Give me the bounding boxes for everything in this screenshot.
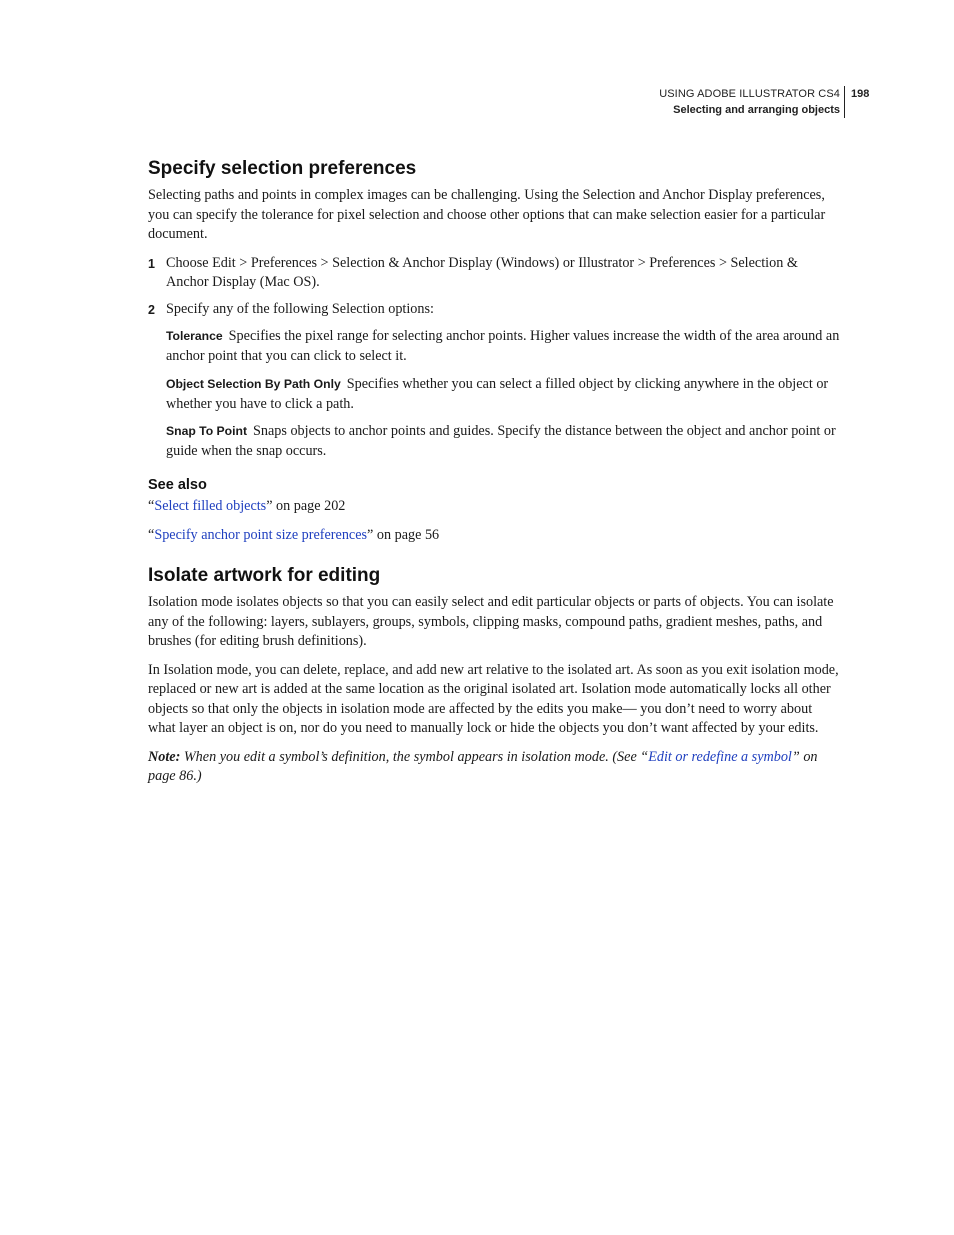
- option-term: Tolerance: [166, 329, 223, 343]
- running-header: [659, 86, 840, 118]
- link-specify-anchor-point-size-preferences[interactable]: Specify anchor point size preferences: [154, 526, 368, 543]
- option-description: Specifies whether you can select a filled object by clicking anywhere in the object or whether you have to click a path.: [166, 376, 829, 412]
- option-snap-to-point: [166, 422, 840, 461]
- section-heading-selection-preferences: Specify selection preferences: [148, 158, 417, 179]
- page-number: 198: [851, 88, 870, 100]
- link-edit-or-redefine-a-symbol[interactable]: Edit or redefine a symbol: [648, 748, 792, 765]
- option-description: Snaps objects to anchor points and guides. Specify the distance between the object and anchor point or guide when the snap occurs.: [166, 423, 836, 459]
- see-also-item: “Select filled objects” on page 202: [148, 498, 346, 514]
- link-select-filled-objects[interactable]: Select filled objects: [154, 498, 267, 514]
- see-also-item: “Specify anchor point size preferences” on page 56: [148, 526, 440, 543]
- step-number: 2: [148, 302, 155, 317]
- isolation-paragraph-2: In Isolation mode, you can delete, replace, and add new art relative to the isolated art. As soon as you exit isolation mode, replaced or new art is added at the same location as the original isolated art. Isolation mode automatically locks all other objects so that only the objects in isolation mode are affected by the edits you make— you don’t need to worry about what layer an object is on, nor do you need to manually lock or hide the objects you don’t want affected by your edits.: [148, 661, 839, 736]
- step-text: Specify any of the following Selection options:: [166, 300, 434, 317]
- note-paragraph: Note: When you edit a symbol’s definition, the symbol appears in isolation mode. (See “Edit or redefine a symbol” on page 86.): [148, 748, 818, 784]
- option-description: Specifies the pixel range for selecting anchor points. Higher values increase the width of the area around an anchor point that you can click to select it.: [166, 328, 840, 364]
- isolation-paragraph-1: Isolation mode isolates objects so that you can easily select and edit particular objects or parts of objects. You can isolate any of the following: layers, sublayers, groups, symbols, clipping masks, compound paths, gradient meshes, paths, and brushes (for editing brush definitions).: [148, 594, 834, 649]
- chapter-title: Selecting and arranging objects: [673, 104, 840, 116]
- page-content: [148, 157, 840, 787]
- selection-intro-paragraph: Selecting paths and points in complex images can be challenging. Using the Selection and Anchor Display preferences, you can specify the tolerance for pixel selection and choose other options that can make selection easier for a particular document.: [148, 187, 826, 242]
- step-item: [148, 300, 840, 321]
- option-term: Object Selection By Path Only: [166, 377, 341, 391]
- option-object-selection-by-path-only: [166, 375, 840, 414]
- note-label: Note:: [148, 748, 181, 765]
- see-also-heading: See also: [148, 477, 207, 493]
- step-item: [148, 254, 840, 293]
- option-tolerance: [166, 327, 840, 366]
- header-divider: [844, 86, 845, 118]
- step-number: 1: [148, 256, 155, 271]
- step-text: Choose Edit > Preferences > Selection & Anchor Display (Windows) or Illustrator > Preferences > Selection & Anchor Display (Mac OS).: [166, 254, 798, 290]
- option-term: Snap To Point: [166, 424, 248, 438]
- book-title: USING ADOBE ILLUSTRATOR CS4: [659, 88, 840, 100]
- section-heading-isolate-artwork: Isolate artwork for editing: [148, 565, 381, 586]
